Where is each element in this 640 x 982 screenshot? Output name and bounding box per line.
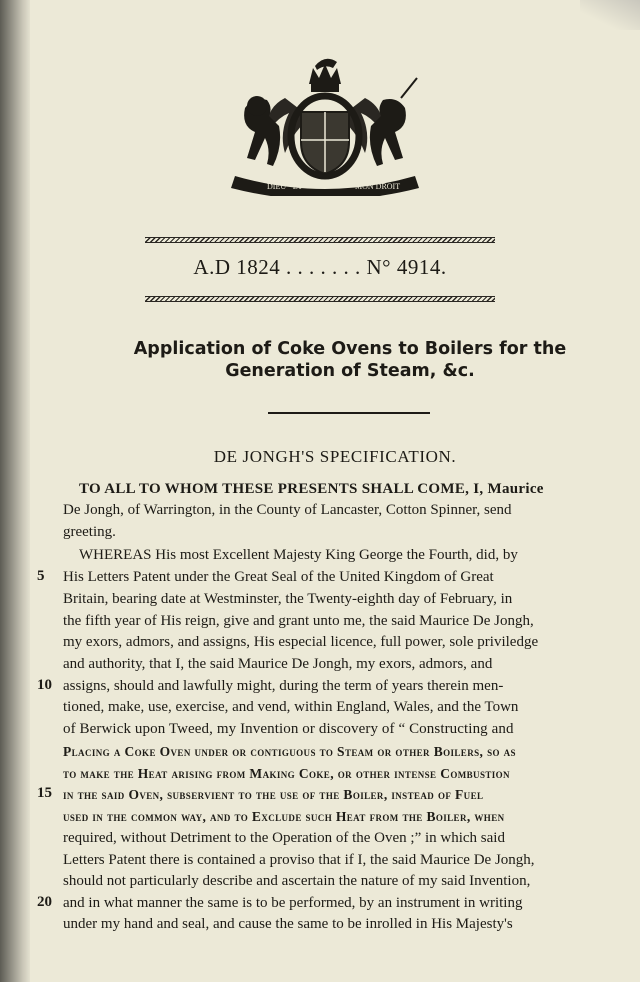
body-text-line: my exors, admors, and assigns, His especial licence, full power, sole priviledge — [63, 634, 539, 650]
royal-coat-of-arms — [205, 58, 445, 196]
body-text-line: should not particularly describe and ascertain the nature of my said Invention, — [63, 873, 531, 889]
title-line: Generation of Steam, &c. — [225, 361, 475, 381]
body-text-line: Britain, bearing date at Westminster, the Twenty-eighth day of February, in — [63, 591, 513, 607]
body-text-line: tioned, make, use, exercise, and vend, within England, Wales, and the Town — [63, 699, 519, 715]
svg-text:DIEU · ET: DIEU · ET — [267, 182, 303, 191]
body-text-line: of Berwick upon Tweed, my Invention or discovery of “ Constructing and — [63, 721, 514, 737]
body-text-line: Letters Patent there is contained a proviso that if I, the said Maurice De Jongh, — [63, 852, 535, 868]
margin-line-number: 10 — [37, 677, 52, 693]
body-text-line: His Letters Patent under the Great Seal of the United Kingdom of Great — [63, 569, 494, 585]
body-text-line: under my hand and seal, and cause the same to be inrolled in His Majesty's — [63, 916, 513, 932]
body-text-line: WHEREAS His most Excellent Majesty King George the Fourth, did, by — [79, 547, 518, 563]
body-text-line: TO ALL TO WHOM THESE PRESENTS SHALL COME, I, Maurice — [79, 481, 544, 497]
page-corner — [580, 0, 640, 30]
body-text-line: Placing a Coke Oven under or contiguous to Steam or other Boilers, so as — [63, 744, 516, 759]
body-text-line: and authority, that I, the said Maurice De Jongh, my exors, admors, and — [63, 656, 493, 672]
body-text-line: used in the common way, and to Exclude such Heat from the Boiler, when — [63, 809, 505, 824]
decorative-rule-bottom — [145, 296, 495, 302]
body-text-line: the fifth year of His reign, give and grant unto me, the said Maurice De Jongh, — [63, 613, 534, 629]
document-title — [60, 338, 640, 382]
body-text-line: De Jongh, of Warrington, in the County of Lancaster, Cotton Spinner, send — [63, 502, 512, 518]
patent-number-line: A.D 1824 . . . . . . . N° 4914. — [193, 255, 447, 279]
margin-line-number: 5 — [37, 568, 45, 584]
body-text-line: in the said Oven, subservient to the use of the Boiler, instead of Fuel — [63, 787, 484, 802]
body-text-line: and in what manner the same is to be performed, by an instrument in writing — [63, 895, 523, 911]
specification-heading: DE JONGH'S SPECIFICATION. — [213, 447, 457, 466]
body-text-line: greeting. — [63, 524, 116, 540]
page-binding-shadow — [0, 0, 30, 982]
margin-line-number: 15 — [37, 785, 52, 801]
svg-text:MON DROIT: MON DROIT — [355, 182, 401, 191]
margin-line-number: 20 — [37, 894, 52, 910]
title-rule — [268, 412, 430, 414]
unicorn-supporter-icon — [370, 78, 417, 166]
body-text-line: assigns, should and lawfully might, during the term of years therein men- — [63, 678, 504, 694]
body-text-line: to make the Heat arising from Making Coke, or other intense Combustion — [63, 766, 510, 781]
body-text-line: required, without Detriment to the Operation of the Oven ;” in which said — [63, 830, 505, 846]
decorative-rule-top — [145, 237, 495, 243]
title-line: Application of Coke Ovens to Boilers for the — [133, 339, 567, 359]
